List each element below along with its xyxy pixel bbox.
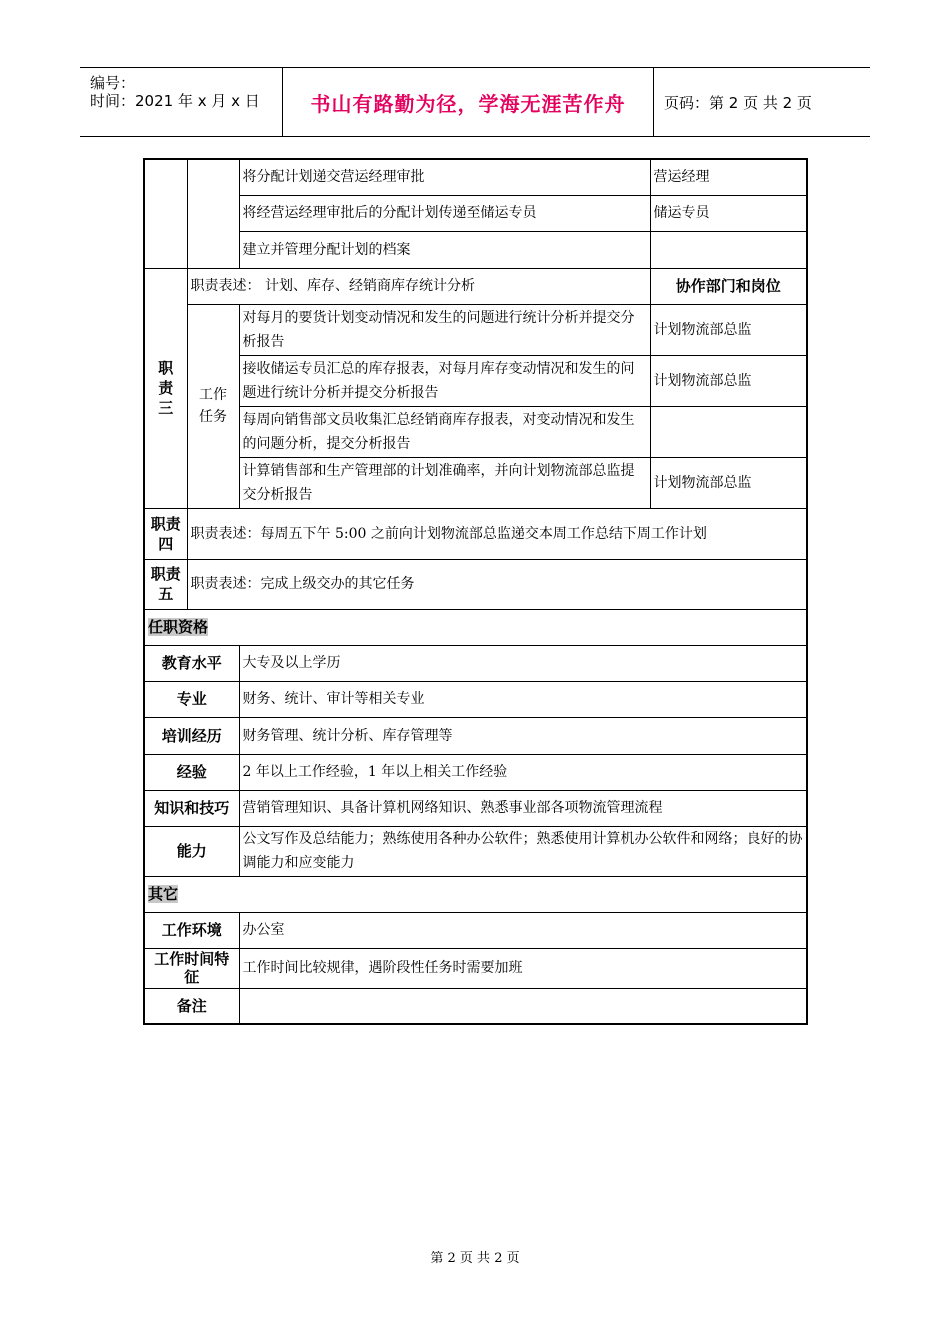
table-row xyxy=(144,231,807,268)
other-label: 工作时间特征 xyxy=(144,948,239,988)
qualifications-section-title: 任职资格 xyxy=(144,609,807,645)
header-motto-cell xyxy=(282,68,654,136)
qualification-value: 营销管理知识、具备计算机网络知识、熟悉事业部各项物流管理流程 xyxy=(239,790,807,826)
task-text: 每周向销售部文员收集汇总经销商库存报表，对变动情况和发生的问题分析，提交分析报告 xyxy=(239,406,650,457)
task-dept xyxy=(650,231,807,268)
duty5-statement: 职责表述：完成上级交办的其它任务 xyxy=(187,559,807,609)
qualification-label: 经验 xyxy=(144,754,239,790)
qualification-value: 财务管理、统计分析、库存管理等 xyxy=(239,717,807,754)
duty3-statement: 职责表述： 计划、库存、经销商库存统计分析 xyxy=(187,268,650,304)
qualification-label: 教育水平 xyxy=(144,645,239,681)
table-row xyxy=(144,195,807,231)
task-dept: 计划物流部总监 xyxy=(650,355,807,406)
qualification-value: 大专及以上学历 xyxy=(239,645,807,681)
qualification-label: 专业 xyxy=(144,681,239,717)
duty5-label: 职责五 xyxy=(144,559,187,609)
task-text: 对每月的要货计划变动情况和发生的问题进行统计分析并提交分析报告 xyxy=(239,304,650,355)
task-dept: 计划物流部总监 xyxy=(650,457,807,508)
table-row xyxy=(144,717,807,754)
other-value: 办公室 xyxy=(239,912,807,948)
page-header xyxy=(80,67,870,137)
other-value xyxy=(239,988,807,1024)
table-row xyxy=(144,790,807,826)
table-row xyxy=(144,406,807,457)
qualification-label: 培训经历 xyxy=(144,717,239,754)
table-row xyxy=(144,159,807,195)
task-text: 将经营运经理审批后的分配计划传递至储运专员 xyxy=(239,195,650,231)
table-row xyxy=(144,609,807,645)
duty2-tasks-label-cell xyxy=(187,159,239,268)
task-dept xyxy=(650,406,807,457)
task-text: 接收储运专员汇总的库存报表，对每月库存变动情况和发生的问题进行统计分析并提交分析报告 xyxy=(239,355,650,406)
table-row xyxy=(144,508,807,559)
collab-dept-header: 协作部门和岗位 xyxy=(650,268,807,304)
duty2-label-cell xyxy=(144,159,187,268)
qualification-value: 公文写作及总结能力；熟练使用各种办公软件；熟悉使用计算机办公软件和网络；良好的协调能力和应变能力 xyxy=(239,826,807,876)
table-row xyxy=(144,457,807,508)
header-page-number: 页码：第 2 页 共 2 页 xyxy=(664,93,812,112)
other-section-title: 其它 xyxy=(144,876,807,912)
header-motto: 书山有路勤为径，学海无涯苦作舟 xyxy=(310,91,626,116)
other-value: 工作时间比较规律，遇阶段性任务时需要加班 xyxy=(239,948,807,988)
duty3-label: 职责三 xyxy=(144,268,187,508)
table-row xyxy=(144,304,807,355)
table-row xyxy=(144,948,807,988)
header-meta xyxy=(80,68,282,136)
document-date: 时间：2021 年 x 月 x 日 xyxy=(90,92,260,110)
duty3-tasks-label: 工作任务 xyxy=(187,304,239,508)
duty4-label: 职责四 xyxy=(144,508,187,559)
table-row xyxy=(144,355,807,406)
other-label: 工作环境 xyxy=(144,912,239,948)
task-dept: 储运专员 xyxy=(650,195,807,231)
document-number: 编号： xyxy=(90,74,136,92)
qualification-value: 2 年以上工作经验，1 年以上相关工作经验 xyxy=(239,754,807,790)
qualification-value: 财务、统计、审计等相关专业 xyxy=(239,681,807,717)
table-row xyxy=(144,559,807,609)
table-row xyxy=(144,988,807,1024)
page-footer: 第 2 页 共 2 页 xyxy=(430,1251,520,1266)
qualification-label: 知识和技巧 xyxy=(144,790,239,826)
task-dept: 计划物流部总监 xyxy=(650,304,807,355)
duty4-statement: 职责表述：每周五下午 5:00 之前向计划物流部总监递交本周工作总结下周工作计划 xyxy=(187,508,807,559)
other-label: 备注 xyxy=(144,988,239,1024)
table-row xyxy=(144,912,807,948)
table-row xyxy=(144,876,807,912)
job-description-table xyxy=(143,158,808,1025)
task-text: 将分配计划递交营运经理审批 xyxy=(239,159,650,195)
task-dept: 营运经理 xyxy=(650,159,807,195)
task-text: 建立并管理分配计划的档案 xyxy=(239,231,650,268)
table-row xyxy=(144,826,807,876)
table-row xyxy=(144,645,807,681)
qualification-label: 能力 xyxy=(144,826,239,876)
task-text: 计算销售部和生产管理部的计划准确率，并向计划物流部总监提交分析报告 xyxy=(239,457,650,508)
table-row xyxy=(144,268,807,304)
table-row xyxy=(144,681,807,717)
table-row xyxy=(144,754,807,790)
